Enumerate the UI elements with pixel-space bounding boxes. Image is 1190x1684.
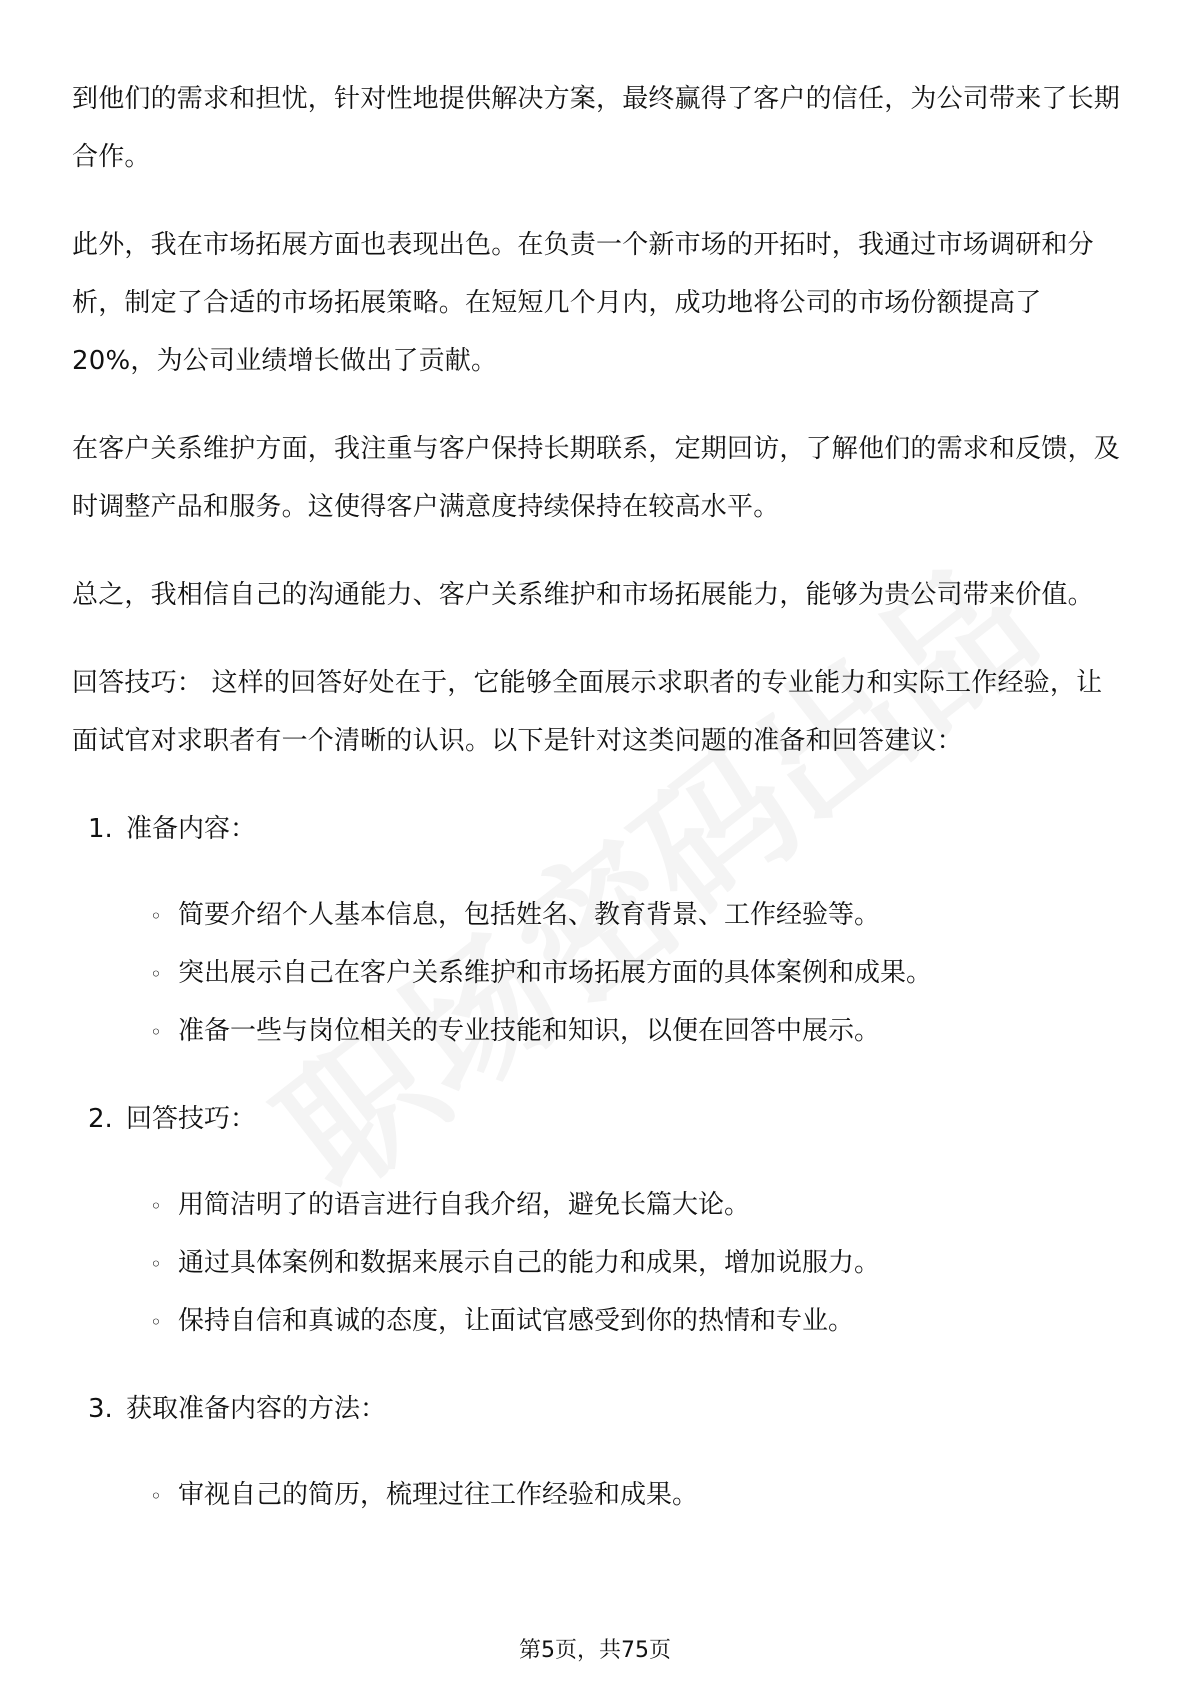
paragraph: 总之，我相信自己的沟通能力、客户关系维护和市场拓展能力，能够为贵公司带来价值。 xyxy=(72,580,1094,610)
bullet-icon: ◦ xyxy=(150,904,162,928)
section-title: 获取准备内容的方法： xyxy=(126,1394,387,1424)
section-title: 准备内容： xyxy=(126,814,257,844)
bullet-list xyxy=(72,886,1122,1060)
section-number: 1. xyxy=(88,814,113,844)
paragraph: 到他们的需求和担忧，针对性地提供解决方案，最终赢得了客户的信任，为公司带来了长期合作。 xyxy=(72,84,1121,172)
bullet-icon: ◦ xyxy=(150,1194,162,1218)
list-item xyxy=(150,944,1122,1002)
bullet-icon: ◦ xyxy=(150,1252,162,1276)
bullet-icon: ◦ xyxy=(150,1310,162,1334)
paragraph: 回答技巧： 这样的回答好处在于，它能够全面展示求职者的专业能力和实际工作经验，让面试官对求职者有一个清晰的认识。以下是针对这类问题的准备和回答建议： xyxy=(72,668,1103,756)
numbered-section-heading xyxy=(72,1090,1122,1148)
list-item-text: 用简洁明了的语言进行自我介绍，避免长篇大论。 xyxy=(178,1190,751,1220)
bullet-icon: ◦ xyxy=(150,1484,162,1508)
list-item-text: 通过具体案例和数据来展示自己的能力和成果，增加说服力。 xyxy=(178,1248,881,1278)
page-number: 第5页，共75页 xyxy=(519,1638,671,1663)
document-body xyxy=(72,70,1122,1554)
bullet-icon: ◦ xyxy=(150,1020,162,1044)
list-item-text: 准备一些与岗位相关的专业技能和知识，以便在回答中展示。 xyxy=(178,1016,881,1046)
section-number: 3. xyxy=(88,1394,113,1424)
numbered-section-heading xyxy=(72,800,1122,858)
list-item xyxy=(150,1176,1122,1234)
bullet-list xyxy=(72,1466,1122,1524)
list-item-text: 审视自己的简历，梳理过往工作经验和成果。 xyxy=(178,1480,699,1510)
list-item xyxy=(150,1292,1122,1350)
numbered-section-heading xyxy=(72,1380,1122,1438)
bullet-list xyxy=(72,1176,1122,1350)
section-number: 2. xyxy=(88,1104,113,1134)
paragraph: 此外，我在市场拓展方面也表现出色。在负责一个新市场的开拓时，我通过市场调研和分析，制定了合适的市场拓展策略。在短短几个月内，成功地将公司的市场份额提高了20%，为公司业绩增长做出了贡献。 xyxy=(72,230,1094,376)
list-item-text: 简要介绍个人基本信息，包括姓名、教育背景、工作经验等。 xyxy=(178,900,881,930)
bullet-icon: ◦ xyxy=(150,962,162,986)
list-item xyxy=(150,886,1122,944)
list-item xyxy=(150,1234,1122,1292)
list-item-text: 突出展示自己在客户关系维护和市场拓展方面的具体案例和成果。 xyxy=(178,958,933,988)
list-item xyxy=(150,1002,1122,1060)
section-title: 回答技巧： xyxy=(126,1104,257,1134)
list-item-text: 保持自信和真诚的态度，让面试官感受到你的热情和专业。 xyxy=(178,1306,855,1336)
paragraph: 在客户关系维护方面，我注重与客户保持长期联系，定期回访，了解他们的需求和反馈，及时调整产品和服务。这使得客户满意度持续保持在较高水平。 xyxy=(72,434,1121,522)
list-item xyxy=(150,1466,1122,1524)
